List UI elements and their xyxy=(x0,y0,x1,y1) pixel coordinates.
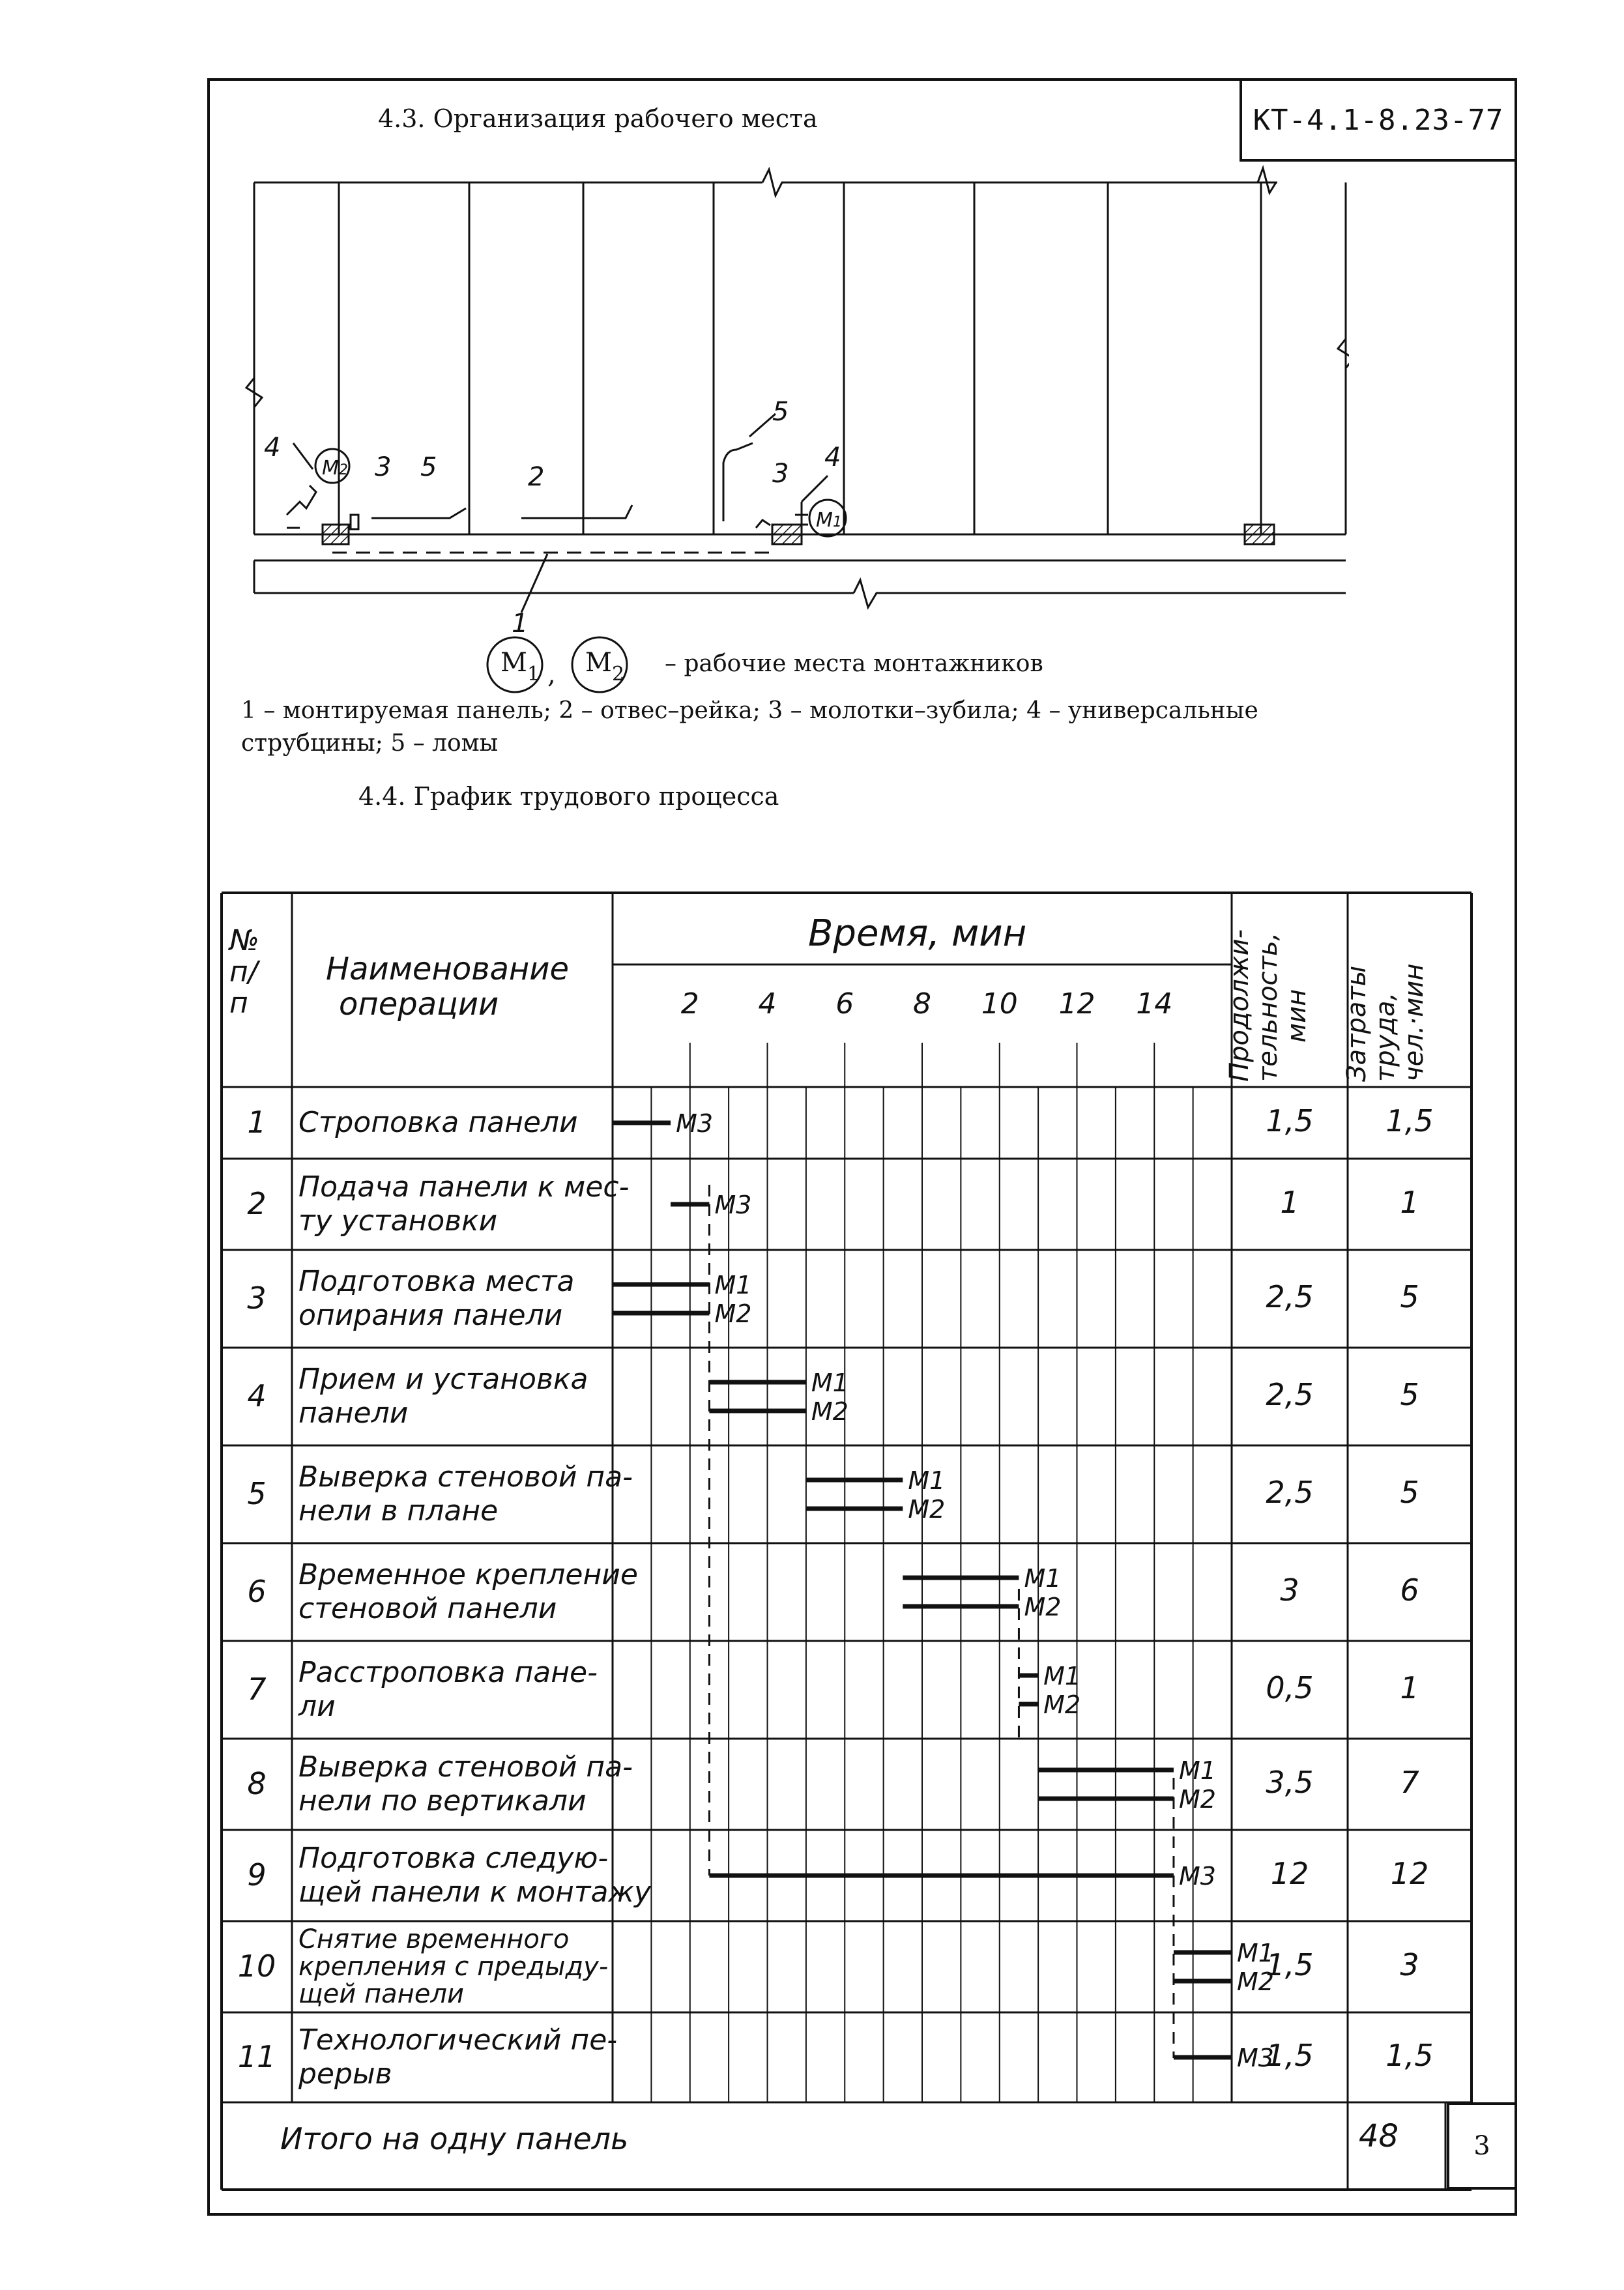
worker-label: М2 xyxy=(1024,1593,1062,1621)
callout-5-left: 5 xyxy=(420,452,437,482)
tick-label: 4 xyxy=(758,987,777,1021)
header-labor: Затраты труда, чел.·мин xyxy=(1342,963,1429,1082)
svg-text:М2: М2 xyxy=(322,457,348,480)
header-time: Время, мин xyxy=(808,912,1027,955)
worker-label: М3 xyxy=(1237,2044,1274,2072)
operation-name: Подача панели к мес- ту установки xyxy=(298,1170,630,1238)
tick-label: 2 xyxy=(680,987,699,1021)
legend-items-line2: струбцины; 5 – ломы xyxy=(241,730,499,757)
row-number: 2 xyxy=(247,1186,267,1221)
tick-label: 8 xyxy=(913,987,931,1021)
worker-label: М2 xyxy=(1237,1967,1274,1996)
tick-label: 6 xyxy=(835,987,854,1021)
header-num: № п/ п xyxy=(229,924,259,1020)
callout-1: 1 xyxy=(512,609,529,639)
duration-value: 1 xyxy=(1280,1185,1299,1220)
labor-value: 1,5 xyxy=(1385,2038,1434,2073)
section-4-4-title: 4.4. График трудового процесса xyxy=(358,782,779,811)
worker-label: М3 xyxy=(714,1191,752,1219)
worker-label: М3 xyxy=(1178,1862,1216,1891)
svg-text:М1: М1 xyxy=(816,509,842,532)
labor-value: 3 xyxy=(1400,1947,1419,1982)
duration-value: 2,5 xyxy=(1266,1377,1314,1412)
header-operation: Наименование операции xyxy=(326,951,570,1022)
callout-3-right: 3 xyxy=(772,459,789,489)
row-number: 4 xyxy=(247,1378,267,1413)
operation-name: Прием и установка панели xyxy=(298,1363,588,1430)
duration-value: 1,5 xyxy=(1266,1103,1314,1138)
callout-4-right: 4 xyxy=(824,442,841,472)
labor-value: 1 xyxy=(1400,1185,1419,1220)
duration-value: 3,5 xyxy=(1266,1765,1314,1800)
callout-3-left: 3 xyxy=(375,452,392,482)
labor-value: 5 xyxy=(1400,1475,1419,1510)
legend-items-line1: 1 – монтируемая панель; 2 – отвес–рейка; 3 – молотки–зубила; 4 – универсальные xyxy=(241,697,1258,724)
worker-label: М2 xyxy=(1043,1690,1081,1719)
row-number: 3 xyxy=(247,1281,267,1316)
operation-name: Строповка панели xyxy=(298,1106,578,1139)
worker-label: М1 xyxy=(1043,1662,1081,1690)
worker-label: М1 xyxy=(811,1369,848,1397)
callout-5-right: 5 xyxy=(772,397,789,427)
row-number: 1 xyxy=(247,1105,267,1140)
operation-name: Подготовка следую- щей панели к монтажу xyxy=(298,1842,652,1909)
worker-label: М2 xyxy=(908,1495,946,1524)
duration-value: 2,5 xyxy=(1266,1279,1314,1314)
callout-2: 2 xyxy=(528,462,545,492)
operation-name: Расстроповка пане- ли xyxy=(298,1656,598,1723)
row-number: 5 xyxy=(247,1476,267,1511)
row-number: 10 xyxy=(237,1949,276,1984)
svg-text:М1: $М_1$ xyxy=(500,648,540,686)
worker-label: М2 xyxy=(811,1397,848,1426)
page-number: 3 xyxy=(1447,2102,1517,2190)
worker-label: М1 xyxy=(908,1466,946,1495)
row-number: 7 xyxy=(247,1672,267,1707)
row-number: 6 xyxy=(247,1574,267,1609)
operation-name: Подготовка места опирания панели xyxy=(298,1265,575,1332)
worker-label: М1 xyxy=(1024,1564,1062,1593)
row-number: 9 xyxy=(247,1857,267,1892)
operation-name: Выверка стеновой па- нели в плане xyxy=(298,1460,633,1528)
legend-workers-text: – рабочие места монтажников xyxy=(665,650,1043,677)
duration-value: 3 xyxy=(1280,1573,1299,1608)
duration-value: 1,5 xyxy=(1266,2038,1314,2073)
tick-label: 12 xyxy=(1058,987,1095,1021)
svg-text:,: , xyxy=(547,659,556,689)
total-value: 48 xyxy=(1359,2118,1399,2154)
labor-value: 1,5 xyxy=(1385,1103,1434,1138)
header-duration: Продолжи- тельность, мин xyxy=(1225,929,1312,1082)
duration-value: 0,5 xyxy=(1266,1670,1314,1705)
tick-label: 10 xyxy=(981,987,1018,1021)
labor-value: 6 xyxy=(1400,1573,1419,1608)
operation-name: Временное крепление стеновой панели xyxy=(298,1558,638,1625)
labor-value: 7 xyxy=(1400,1765,1419,1800)
document-code: КТ-4.1-8.23-77 xyxy=(1240,78,1517,162)
duration-value: 12 xyxy=(1270,1856,1309,1891)
operation-name: Снятие временного крепления с предыду- щей панели xyxy=(298,1924,609,2009)
duration-value: 1,5 xyxy=(1266,1947,1314,1982)
worker-label: М3 xyxy=(676,1109,714,1138)
worker-label: М2 xyxy=(714,1299,752,1328)
total-label: Итого на одну панель xyxy=(280,2121,629,2156)
worker-label: М1 xyxy=(1178,1756,1216,1785)
labor-value: 1 xyxy=(1400,1670,1419,1705)
row-number: 11 xyxy=(237,2039,276,2074)
labor-value: 12 xyxy=(1390,1856,1429,1891)
operation-name: Технологический пе- рерыв xyxy=(298,2023,618,2091)
labor-value: 5 xyxy=(1400,1279,1419,1314)
section-4-3-title: 4.3. Организация рабочего места xyxy=(378,104,818,133)
worker-label: М1 xyxy=(1237,1939,1274,1967)
worker-label: М2 xyxy=(1178,1785,1216,1814)
duration-value: 2,5 xyxy=(1266,1475,1314,1510)
row-number: 8 xyxy=(247,1766,267,1801)
labor-value: 5 xyxy=(1400,1377,1419,1412)
svg-text:М2: $М_2$ xyxy=(585,648,625,686)
tick-label: 14 xyxy=(1136,987,1173,1021)
callout-4-left: 4 xyxy=(264,433,281,463)
worker-label: М1 xyxy=(714,1271,752,1299)
operation-name: Выверка стеновой па- нели по вертикали xyxy=(298,1750,633,1818)
